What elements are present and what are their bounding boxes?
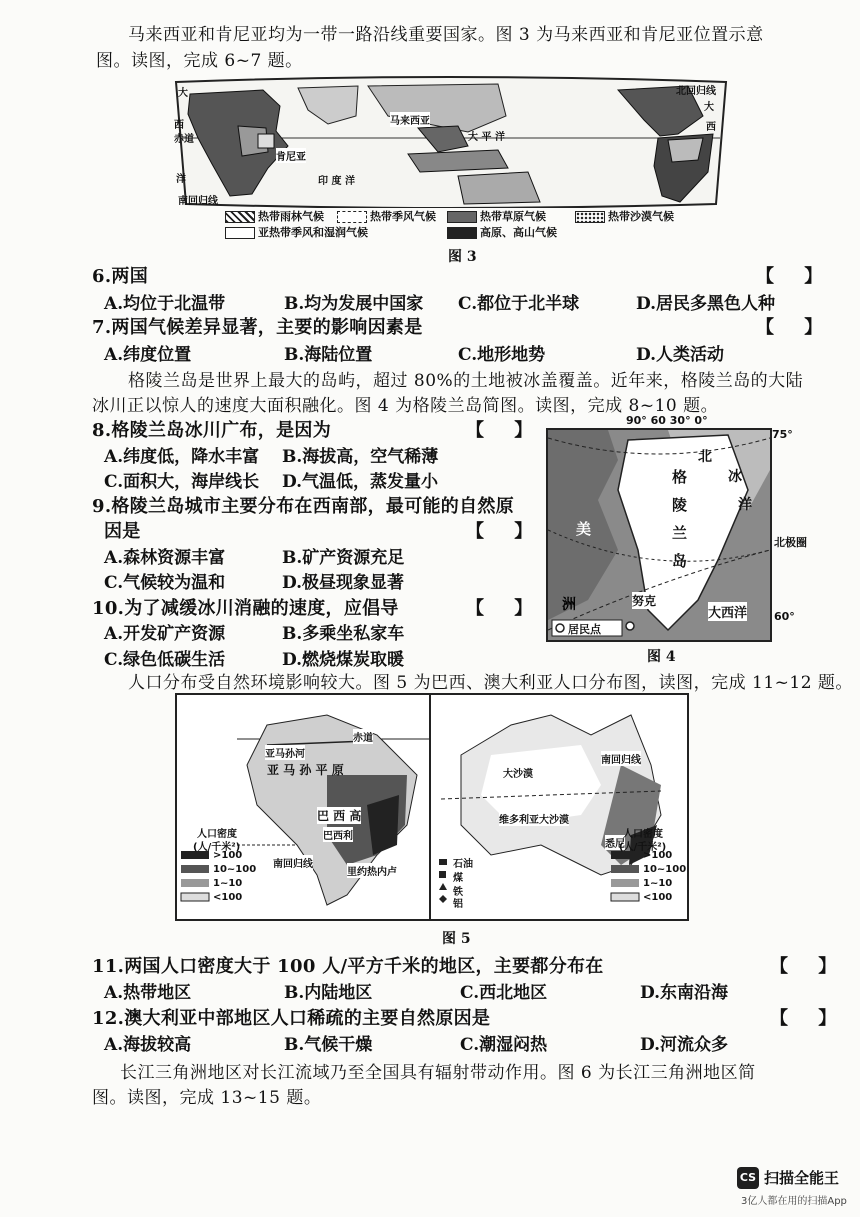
label-lan: 兰 (672, 524, 688, 542)
question-11-answer-bracket: 【 】 (770, 956, 849, 977)
question-9-option-b: B.矿产资源充足 (282, 548, 405, 568)
question-8-option-b: B.海拔高，空气稀薄 (282, 447, 439, 467)
label-xi-1: 西 (174, 120, 184, 131)
australia-label-tropic: 南回归线 (601, 751, 641, 766)
intro-paragraph-3: 人口分布受自然环境影响较大。图 5 为巴西、澳大利亚人口分布图，读图，完成 11~12 题。 (128, 673, 853, 693)
question-9-option-a: A.森林资源丰富 (104, 548, 226, 568)
question-6-option-d: D.居民多黑色人种 (636, 294, 776, 314)
legend-item-subtropical: 亚热带季风和湿润气候 (225, 224, 368, 240)
question-8-stem: 8.格陵兰岛冰川广布，是因为 (92, 420, 331, 441)
scanner-app-logo: CS (737, 1167, 759, 1189)
label-bei: 北 (698, 449, 712, 465)
question-11-option-a: A.热带地区 (104, 983, 192, 1003)
question-12-option-a: A.海拔较高 (104, 1035, 192, 1055)
legend-settlement: 居民点 (568, 623, 601, 636)
australia-mineral-iron: 铁 (453, 887, 463, 898)
question-9-option-c: C.气候较为温和 (104, 573, 226, 593)
label-tropic-cancer: 北回归线 (676, 86, 716, 97)
figure-4-caption: 图 4 (647, 649, 676, 665)
australia-mineral-coal: 煤 (453, 873, 463, 884)
intro-paragraph-2-line2: 冰川正以惊人的速度大面积融化。图 4 为格陵兰岛简图。读图，完成 8~10 题。 (92, 396, 719, 416)
figure-5-caption: 图 5 (442, 931, 471, 947)
brazil-legend-4: <100 (213, 892, 243, 903)
question-7-option-a: A.纬度位置 (104, 345, 192, 365)
australia-legend-2: 10~100 (643, 864, 687, 875)
intro-paragraph-2-line1: 格陵兰岛是世界上最大的岛屿，超过 80%的土地被冰盖覆盖。近年来，格陵兰岛的大陆 (128, 371, 804, 391)
question-9-stem-line1: 9.格陵兰岛城市主要分布在西南部，最可能的自然原 (92, 496, 514, 517)
legend-item-monsoon: 热带季风气候 (337, 208, 436, 224)
question-9-option-d: D.极昼现象显著 (282, 573, 405, 593)
question-12-stem: 12.澳大利亚中部地区人口稀疏的主要自然原因是 (92, 1008, 491, 1029)
label-malaysia: 马来西亚 (390, 112, 430, 127)
question-10-answer-bracket: 【 】 (466, 598, 545, 619)
brazil-label-plateau: 巴 西 高 (317, 809, 362, 823)
intro-paragraph-1-line1: 马来西亚和肯尼亚均为一带一路沿线重要国家。图 3 为马来西亚和肯尼亚位置示意 (128, 25, 764, 45)
figure-3-map-graphic (168, 76, 734, 208)
label-da-2: 大 (704, 102, 714, 113)
figure-5-brazil-panel (177, 695, 431, 919)
label-arctic-circle: 北极圈 (774, 536, 807, 549)
question-10-option-c: C.绿色低碳生活 (104, 650, 226, 670)
brazil-label-rio: 里约热内卢 (347, 863, 397, 878)
figure-5-population-maps (175, 693, 689, 921)
label-longitudes: 90° 60 30° 0° (626, 414, 708, 427)
question-12-option-c: C.潮湿闷热 (460, 1035, 548, 1055)
scanner-app-name: 扫描全能王 (764, 1169, 840, 1187)
label-pacific: 大 平 洋 (468, 132, 505, 143)
brazil-legend-3: 1~10 (213, 878, 243, 889)
question-7-option-c: C.地形地势 (458, 345, 546, 365)
question-11-option-c: C.西北地区 (460, 983, 548, 1003)
label-lat-75: 75° (772, 428, 793, 441)
question-7-option-d: D.人类活动 (636, 345, 725, 365)
label-tropic-capricorn: 南回归线 (178, 196, 218, 207)
question-8-option-d: D.气温低，蒸发量小 (282, 472, 439, 492)
australia-label-sydney: 悉尼 (605, 835, 625, 850)
label-indian-ocean: 印 度 洋 (318, 176, 355, 187)
question-6-stem: 6.两国 (92, 266, 148, 287)
brazil-legend-1: >100 (213, 850, 243, 861)
legend-item-desert: 热带沙漠气候 (575, 208, 674, 224)
label-mei: 美 (576, 520, 592, 538)
australia-legend-title: 人口密度 (623, 829, 663, 840)
label-yang-1: 洋 (176, 174, 186, 185)
label-bing: 冰 (728, 469, 742, 485)
australia-legend-unit: (人/千米²) (619, 842, 667, 853)
intro-paragraph-1-line2: 图。读图，完成 6~7 题。 (96, 51, 303, 71)
question-6-option-c: C.都位于北半球 (458, 294, 580, 314)
question-11-option-d: D.东南沿海 (640, 983, 729, 1003)
question-9-answer-bracket: 【 】 (466, 521, 545, 542)
australia-legend-1: >100 (643, 850, 673, 861)
australia-label-desert: 大沙漠 (503, 765, 533, 780)
question-12-answer-bracket: 【 】 (770, 1008, 849, 1029)
figure-4-greenland-map (546, 414, 807, 642)
intro-paragraph-4-line1: 长江三角洲地区对长江流域乃至全国具有辐射带动作用。图 6 为长江三角洲地区简 (120, 1063, 756, 1083)
figure-3-world-map (168, 76, 734, 208)
question-8-option-c: C.面积大，海岸线长 (104, 472, 260, 492)
question-11-option-b: B.内陆地区 (284, 983, 373, 1003)
label-zhou: 洲 (562, 597, 576, 613)
legend-item-highland: 高原、高山气候 (447, 224, 557, 240)
label-ge: 格 (672, 468, 688, 486)
question-12-option-b: B.气候干燥 (284, 1035, 373, 1055)
brazil-label-brasilia: 巴西利 (323, 827, 353, 842)
brazil-legend-title: 人口密度 (197, 829, 237, 840)
australia-label-victoria-desert: 维多利亚大沙漠 (499, 811, 569, 826)
australia-legend-4: <100 (643, 892, 673, 903)
question-7-stem: 7.两国气候差异显著，主要的影响因素是 (92, 317, 423, 338)
question-12-option-d: D.河流众多 (640, 1035, 729, 1055)
question-10-option-b: B.多乘坐私家车 (282, 624, 405, 644)
figure-5-australia-panel (431, 695, 687, 919)
question-10-stem: 10.为了减缓冰川消融的速度，应倡导 (92, 598, 399, 619)
brazil-label-tropic: 南回归线 (273, 855, 313, 870)
brazil-legend-2: 10~100 (213, 864, 257, 875)
legend-item-savanna: 热带草原气候 (447, 208, 546, 224)
brazil-legend-unit: (人/千米²) (193, 842, 241, 853)
question-9-stem-line2: 因是 (104, 521, 141, 542)
question-6-option-a: A.均位于北温带 (104, 294, 226, 314)
label-dao: 岛 (672, 552, 688, 570)
australia-mineral-oil: 石油 (453, 859, 473, 870)
australia-mineral-aluminum: 铝 (453, 899, 463, 910)
brazil-label-amazon-plain: 亚 马 孙 平 原 (267, 763, 344, 777)
question-6-answer-bracket: 【 】 (756, 266, 835, 287)
label-xi-2: 西 (706, 122, 716, 133)
question-10-option-d: D.燃烧煤炭取暖 (282, 650, 405, 670)
intro-paragraph-4-line2: 图。读图，完成 13~15 题。 (92, 1088, 322, 1108)
brazil-label-equator: 赤道 (353, 729, 373, 744)
label-kenya: 肯尼亚 (276, 148, 306, 163)
label-yang: 洋 (738, 497, 752, 513)
label-equator-left: 赤道 (174, 134, 194, 145)
figure-3-caption: 图 3 (448, 249, 477, 265)
label-ling: 陵 (672, 496, 688, 514)
question-11-stem: 11.两国人口密度大于 100 人/平方千米的地区，主要都分布在 (92, 956, 604, 977)
australia-legend-3: 1~10 (643, 878, 673, 889)
question-8-answer-bracket: 【 】 (466, 420, 545, 441)
label-atlantic: 大西洋 (708, 602, 747, 621)
question-8-option-a: A.纬度低，降水丰富 (104, 447, 260, 467)
label-nuuk: 努克 (632, 594, 657, 608)
brazil-label-amazon-river: 亚马孙河 (265, 745, 305, 760)
legend-item-rainforest: 热带雨林气候 (225, 208, 324, 224)
question-7-option-b: B.海陆位置 (284, 345, 373, 365)
label-lat-60: 60° (774, 610, 795, 623)
question-6-option-b: B.均为发展中国家 (284, 294, 424, 314)
question-7-answer-bracket: 【 】 (756, 317, 835, 338)
question-10-option-a: A.开发矿产资源 (104, 624, 226, 644)
scanner-app-tagline: 3亿人都在用的扫描App (741, 1196, 847, 1207)
label-da-1: 大 (178, 88, 188, 99)
